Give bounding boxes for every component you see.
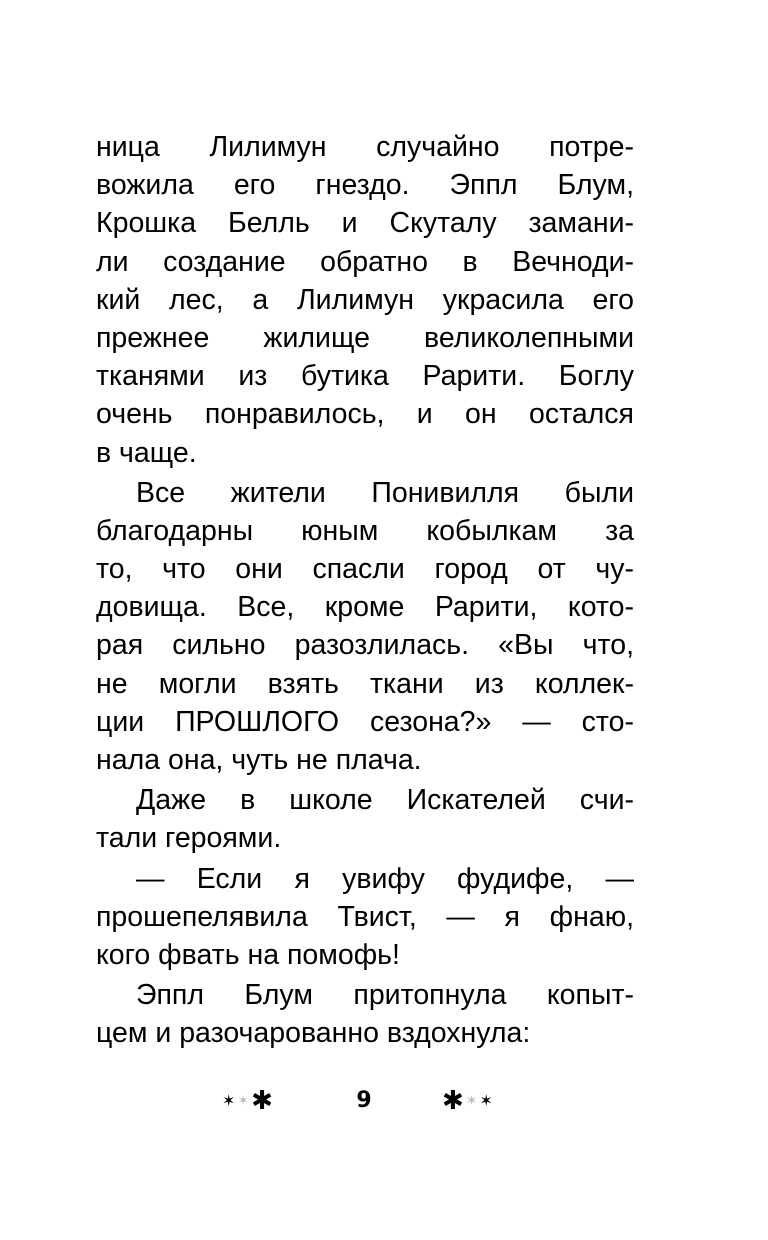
text-line: цем и разочарованно вздохнула: <box>96 1017 531 1050</box>
footer-ornament-left <box>222 1083 273 1119</box>
text-line: тканями из бутика Рарити. Боглу <box>96 360 634 393</box>
text-line: Крошка Белль и Скуталу замани- <box>96 207 634 240</box>
page-footer <box>0 1083 768 1119</box>
text-line: ции ПРОШЛОГО сезона?» — сто- <box>96 705 634 738</box>
text-line: прошепелявила Твист, — я фнаю, <box>96 900 634 933</box>
paragraph-2 <box>96 474 634 780</box>
text-line: ли создание обратно в Вечноди- <box>96 245 634 278</box>
text-line: не могли взять ткани из коллек- <box>96 667 634 700</box>
paragraph-4 <box>96 860 634 975</box>
paragraph-5 <box>96 976 634 1052</box>
star-ornament-icon: ✱ <box>442 1086 464 1116</box>
body-text <box>96 128 634 1053</box>
text-line: Все жители Понивилля были <box>136 476 634 509</box>
star-ornament-icon: ✶ <box>237 1093 250 1109</box>
star-ornament-icon: ✱ <box>251 1086 273 1116</box>
text-line: прежнее жилище великолепными <box>96 321 634 354</box>
text-line: ница Лилимун случайно потре- <box>96 131 634 163</box>
text-line: очень понравилось, и он остался <box>96 398 634 431</box>
star-ornament-icon: ✶ <box>479 1091 493 1110</box>
text-line: — Если я увифу фудифе, — <box>136 862 634 895</box>
paragraph-3 <box>96 781 634 857</box>
star-ornament-icon: ✶ <box>222 1091 236 1110</box>
text-line: Даже в школе Искателей счи- <box>136 784 634 817</box>
text-line: нала она, чуть не плача. <box>96 744 422 776</box>
text-line: то, что они спасли город от чу- <box>96 553 634 586</box>
text-line: вожила его гнездо. Эппл Блум, <box>96 169 634 202</box>
text-line: Эппл Блум притопнула копыт- <box>136 979 634 1012</box>
text-line: благодарны юным кобылкам за <box>96 514 634 547</box>
paragraph-1 <box>96 128 634 472</box>
text-line: кого фвать на помофь! <box>96 938 400 971</box>
text-line: рая сильно разозлилась. «Вы что, <box>96 629 634 662</box>
text-line: в чаще. <box>96 436 197 469</box>
page-number: 9 <box>356 1088 372 1113</box>
footer-ornament-right <box>442 1083 493 1119</box>
text-line: тали героями. <box>96 822 282 855</box>
text-line: кий лес, а Лилимун украсила его <box>96 283 634 316</box>
text-line: довища. Все, кроме Рарити, кото- <box>96 591 634 624</box>
star-ornament-icon: ✶ <box>465 1093 478 1109</box>
